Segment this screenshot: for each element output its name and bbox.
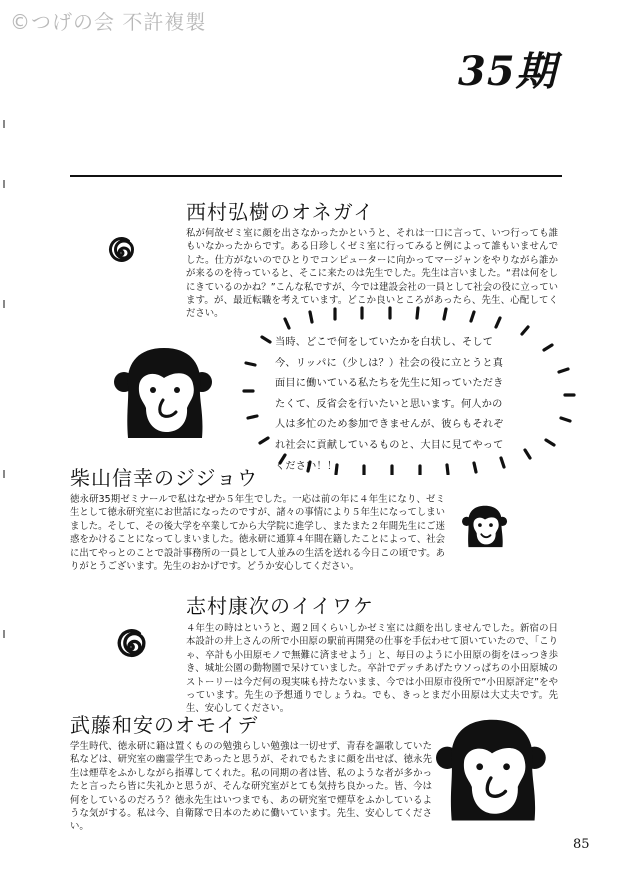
binding-mark xyxy=(3,120,5,128)
section-body-shibayama: 徳永研35期ゼミナールで私はなぜか５年生でした。一応は前の年に４年生になり、ゼミ生として徳永研究室にお世話になったのですが、諸々の事情により５年生になってしまいました。そして、その後大学を卒業してから大学院に進学し、またまた２年間先生にご迷惑をかけることになってしまいました。徳永研に通算４年間在籍したことによって、社会に出てやっとのことで設計事務所の一員として人並みの生活を送れる今日この頃です。ありがとうございます。先生のおかげです。どうか安心してください。 xyxy=(70,494,446,573)
monkey-icon xyxy=(436,713,548,825)
page-number: 85 xyxy=(573,837,590,852)
header-rule xyxy=(70,175,562,177)
binding-mark xyxy=(3,470,5,478)
section-heading-nishimura: 西村弘樹のオネガイ xyxy=(186,200,375,224)
spiral-icon xyxy=(112,628,150,666)
monkey-icon xyxy=(114,342,214,442)
section-heading-shibayama: 柴山信幸のジジョウ xyxy=(70,466,259,490)
monkey-icon xyxy=(462,503,508,549)
section-body-nishimura: 私が何故ゼミ室に顔を出さなかったかというと、それは一口に言って、いつ行っても誰もいなかったからです。ある日珍しくゼミ室に行ってみると例によって誰もいませんでした。仕方がないのでひとりでコンピューターに向かってマージャンをやりながら誰かが来るのを待っていると、そこに来たのは先生でした。先生は言いました。“君は何をしにきているのかね？”こんな私ですが、今では建設会社の一員として社会の役に立っています。が、最近転職を考えています。どこか良いところがあったら、先生、心配してください。 xyxy=(186,228,558,320)
speech-bubble-text: 当時、どこで何をしていたかを白状し、そして今、リッパに（少しは？）社会の役に立とうと真面目に働いている私たちを先生に知っていただきたくて、反省会を行いたいと思います。何人かの人は多忙のため参加できませんが、彼らもそれぞれ社会に貢献しているものと、大目に見てやってください！！ xyxy=(275,337,504,472)
section-heading-shimura: 志村康次のイイワケ xyxy=(186,594,374,618)
page-title: 35期 xyxy=(458,48,557,95)
binding-mark xyxy=(3,180,5,188)
binding-mark xyxy=(3,630,5,638)
section-body-muto: 学生時代、徳永研に籍は置くものの勉強らしい勉強は一切せず、青春を謳歌していた私などは、研究室の幽霊学生であったと思うが、それでもたまに顔を出せば、徳永先生は煙草をふかしながら指導してくれた。私の同期の者は皆、私のような者が多かったと言ったら皆に失礼かと思うが、そんな研究室がとても気持ち良かった。皆、今は何をしているのだろう？徳永先生はいつまでも、あの研究室で煙草をふかしているような気がする。私は今、自衛隊で日本のために働いています。先生、安心してください。 xyxy=(70,741,432,833)
section-body-shimura: ４年生の時はというと、週２回くらいしかゼミ室には顔を出しませんでした。新宿の日本設計の井上さんの所で小田原の駅前再開発の仕事を手伝わせて頂いていたので、「こりゃ、卒計も小田原モノで無難に済ませよう」と、毎日のように小田原の街をほっつき歩き、城址公園の動物園で呆けていました。卒計でデッチあげたウソっぱちの小田原城のストーリーは今だ何の現実味も持たないまま、今では小田原市役所で“小田原評定”をやっています。先生の予想通りでしょうね。でも、きっとまだ小田原は大丈夫です。先生、安心してください。 xyxy=(186,623,558,715)
binding-mark xyxy=(3,300,5,308)
copyright-watermark: ©つげの会 不許複製 xyxy=(10,10,207,34)
section-heading-muto: 武藤和安のオモイデ xyxy=(70,713,259,737)
spiral-icon xyxy=(104,236,138,270)
